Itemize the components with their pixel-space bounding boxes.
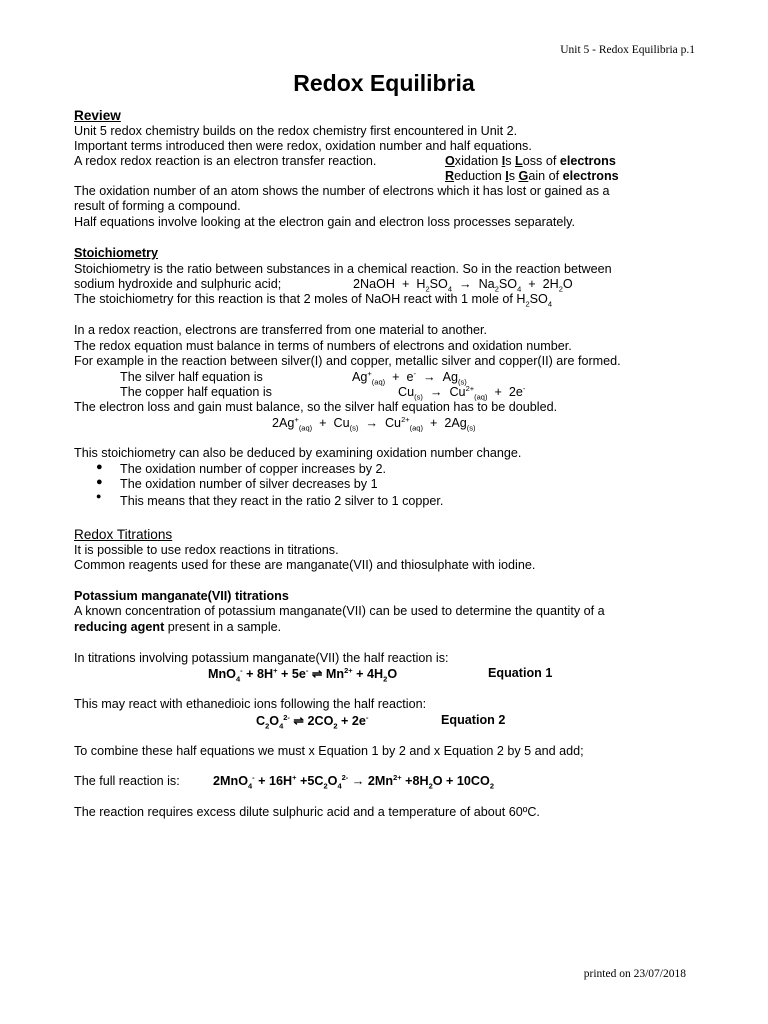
silver-half-equation: $Ag^+_{(aq)} + e^- \to Ag_{(s)}$ [352,368,467,387]
copper-half-label: The copper half equation is [120,385,272,399]
bullet-dot: ● [96,491,102,501]
review-heading: Review [74,108,121,123]
stoich-p2-line-4: The electron loss and gain must balance, so the silver half equation has to be doubled. [74,400,558,414]
full-reaction-equation: $2MnO_4^- + 16H^+ +5C_2O_4^{2-} \to 2Mn^{2+} +8H_2O + 10CO_2$ [213,772,494,791]
page-title: Redox Equilibria [293,70,475,96]
ethanedioate-half-equation: $C_2O_4^{2-}$ ⇌ $2CO_2 + 2e^-$ [256,712,369,731]
full-reaction-label: The full reaction is: [74,774,180,788]
manganate-heading: Potassium manganate(VII) titrations [74,589,289,603]
bullet-dot: ● [96,476,103,488]
equation-2-label: Equation 2 [441,713,506,727]
redox-titrations-heading: Redox Titrations [74,527,173,542]
stoich-p2-line-1: In a redox reaction, electrons are transferred from one material to another. [74,323,488,337]
stoich-p2-line-3: For example in the reaction between silver(I) and copper, metallic silver and copper(II) are formed. [74,354,621,368]
review-line-2: Important terms introduced then were redox, oxidation number and half equations. [74,139,532,153]
combine-instruction: To combine these half equations we must x Equation 1 by 2 and x Equation 2 by 5 and add; [74,744,584,758]
bullet-item: The oxidation number of copper increases by 2. [120,462,387,476]
ethanedioate-intro: This may react with ethanedioic ions following the half reaction: [74,697,427,711]
review-line-1: Unit 5 redox chemistry builds on the redox chemistry first encountered in Unit 2. [74,124,518,138]
conditions-note: The reaction requires excess dilute sulphuric acid and a temperature of about 60ºC. [74,805,540,819]
manganate-line-2: reducing agent present in a sample. [74,620,282,634]
copper-half-equation: $Cu_{(s)} \to Cu^{2+}_{(aq)} + 2e^-$ [398,383,526,402]
bullet-item: The oxidation number of silver decreases by 1 [120,477,378,491]
print-date-footer: printed on 23/07/2018 [583,968,686,980]
overall-silver-copper-equation: $2Ag^+_{(aq)} + Cu_{(s)} \to Cu^{2+}_{(aq)} + 2Ag_{(s)}$ [272,414,476,433]
review-line-4: The oxidation number of an atom shows the number of electrons which it has lost or gained as a [74,184,610,198]
naoh-equation: 2NaOH + $H_2SO_4 \to Na_2SO_4 + 2H_2O$ [353,277,573,294]
stoich-line-1: Stoichiometry is the ratio between substances in a chemical reaction. So in the reaction between [74,262,612,276]
stoich-p3-line-1: This stoichiometry can also be deduced by examining oxidation number change. [74,446,522,460]
review-line-5: result of forming a compound. [74,199,241,213]
oil-mnemonic: Oxidation Is Loss of electrons [445,154,616,168]
stoichiometry-heading: Stoichiometry [74,246,158,260]
titrations-line-2: Common reagents used for these are manganate(VII) and thiosulphate with iodine. [74,558,536,572]
stoich-line-3: The stoichiometry for this reaction is that 2 moles of NaOH react with 1 mole of $H_2SO_4$ [74,292,552,309]
review-line-6: Half equations involve looking at the electron gain and electron loss processes separately. [74,215,576,229]
stoich-p2-line-2: The redox equation must balance in terms of numbers of electrons and oxidation number. [74,339,572,353]
review-line-3: A redox redox reaction is an electron transfer reaction. [74,154,377,168]
manganate-line-1: A known concentration of potassium manganate(VII) can be used to determine the quantity of a [74,604,605,618]
manganate-half-equation: MnO$_4$- + 8H+ + 5e- ⇌ $Mn^{2+} + 4H_2O$ [208,665,398,684]
half-reaction-intro: In titrations involving potassium manganate(VII) the half reaction is: [74,651,449,665]
silver-half-label: The silver half equation is [120,370,263,384]
equation-1-label: Equation 1 [488,666,553,680]
bullet-dot: ● [96,461,103,473]
bullet-item: This means that they react in the ratio 2 silver to 1 copper. [120,494,444,508]
rig-mnemonic: Reduction Is Gain of electrons [445,169,619,183]
page-header: Unit 5 - Redox Equilibria p.1 [560,44,695,56]
titrations-line-1: It is possible to use redox reactions in titrations. [74,543,339,557]
stoich-line-2: sodium hydroxide and sulphuric acid; [74,277,282,291]
